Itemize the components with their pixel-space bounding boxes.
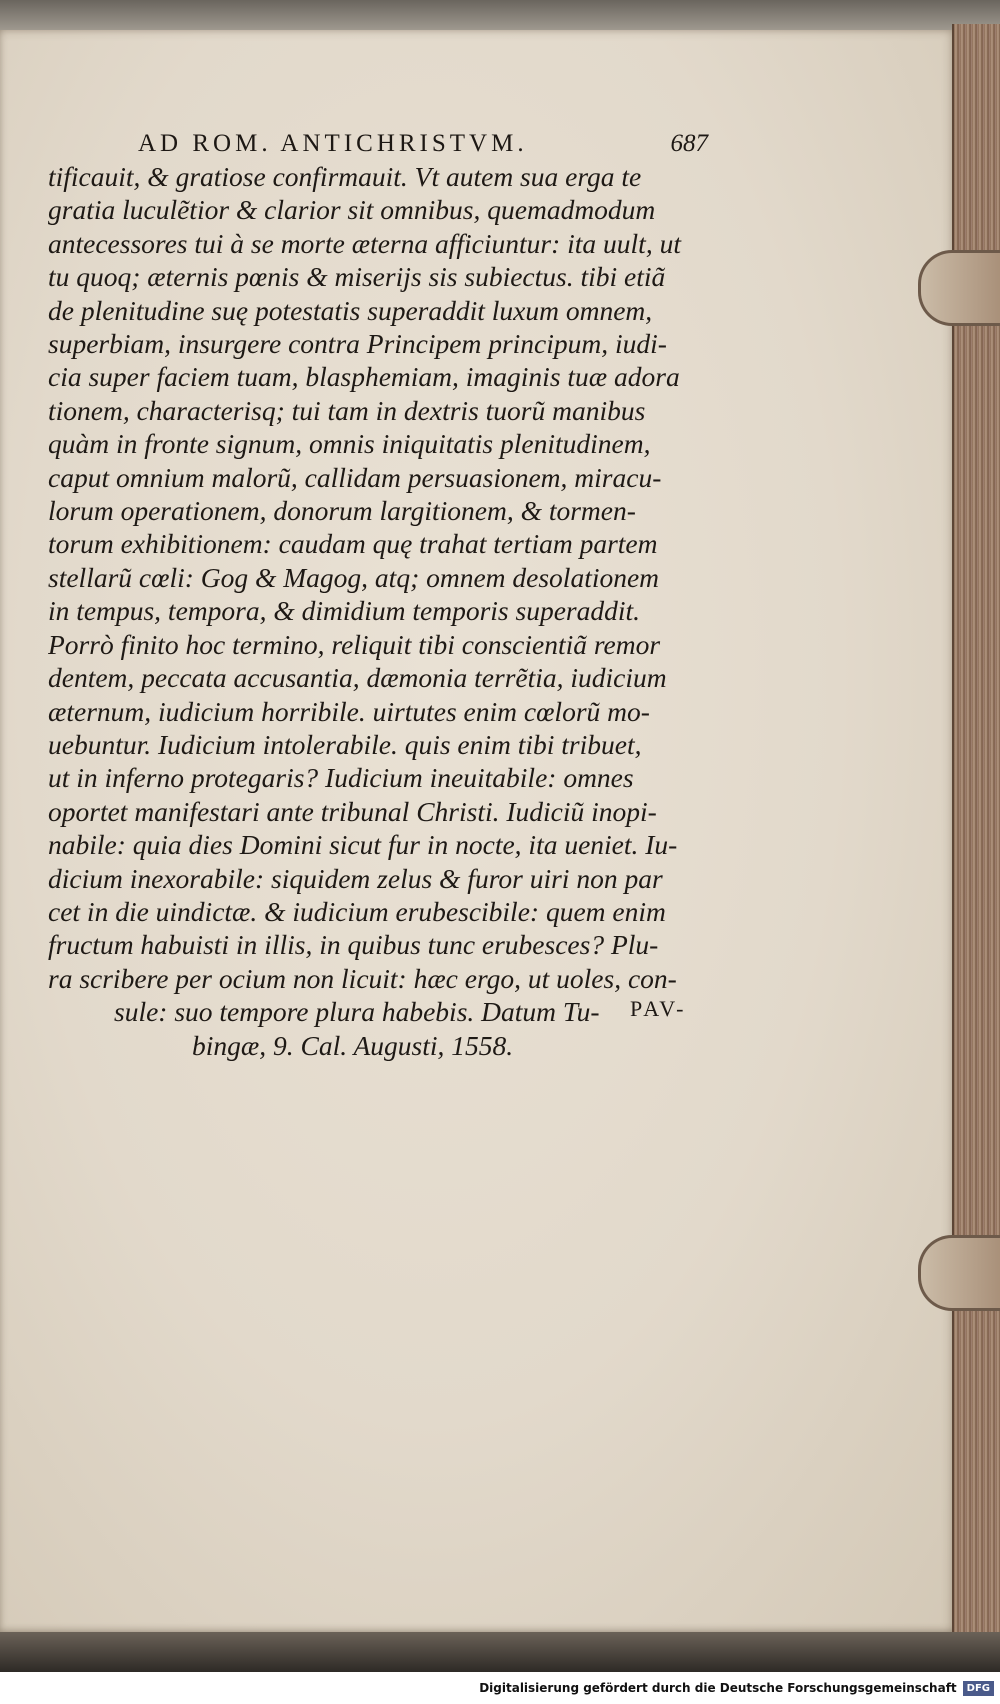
text-line: quàm in fronte signum, omnis iniquitatis plenitudinem, xyxy=(48,428,651,460)
text-line: tificauit, & gratiose confirmauit. Vt autem sua erga te xyxy=(48,161,642,192)
page-number: 687 xyxy=(670,130,708,157)
text-line: cet in die uindictæ. & iudicium erubescibile: quem enim xyxy=(48,895,666,927)
digitization-footer xyxy=(0,1672,1000,1704)
text-line: nabile: quia dies Domini sicut fur in nocte, ita ueniet. Iu- xyxy=(48,829,678,861)
date-line: bingæ, 9. Cal. Augusti, 1558. xyxy=(192,1029,514,1061)
text-line: lorum operationem, donorum largitionem, & tormen- xyxy=(48,495,636,527)
text-line: tu quoq; æternis pœnis & miserijs sis subiectus. tibi etiã xyxy=(48,261,666,293)
text-line: de plenitudine suę potestatis superaddit luxum omnem, xyxy=(48,294,653,326)
text-line: antecessores tui à se morte æterna afficiuntur: ita uult, ut xyxy=(48,227,681,259)
text-line: torum exhibitionem: caudam quę trahat tertiam partem xyxy=(48,528,658,560)
text-line: ut in inferno protegaris? Iudicium ineuitabile: omnes xyxy=(48,762,634,794)
text-line: ra scribere per ocium non licuit: hæc ergo, ut uoles, con- xyxy=(48,962,677,994)
text-line: dentem, peccata accusantia, dæmonia terrẽtia, iudicium xyxy=(48,662,667,694)
text-line: in tempus, tempora, & dimidium temporis superaddit. xyxy=(48,595,641,627)
page-bottom-edge xyxy=(0,1632,1000,1672)
body-text xyxy=(48,160,720,1062)
catchword: PAV- xyxy=(630,996,687,1021)
text-line: gratia luculẽtior & clarior sit omnibus, quemadmodum xyxy=(48,194,656,226)
running-title: AD ROM. ANTICHRISTVM. xyxy=(138,130,528,157)
text-line: dicium inexorabile: siquidem zelus & furor uiri non par xyxy=(48,862,663,894)
text-line: cia super faciem tuam, blasphemiam, imaginis tuæ adora xyxy=(48,361,680,393)
text-line: tionem, characterisq; tui tam in dextris tuorũ manibus xyxy=(48,394,646,426)
funding-credit: Digitalisierung gefördert durch die Deutsche Forschungsgemeinschaft xyxy=(479,1681,957,1695)
closing-line: sule: suo tempore plura habebis. Datum Tu- xyxy=(114,996,600,1028)
text-line: caput omnium malorũ, callidam persuasionem, miracu- xyxy=(48,461,662,493)
text-line: superbiam, insurgere contra Principem principum, iudi- xyxy=(48,328,667,360)
page-top-edge xyxy=(0,0,1000,32)
running-header xyxy=(138,130,708,164)
clasp-tab-lower xyxy=(918,1235,1000,1311)
text-line: uebuntur. Iudicium intolerabile. quis enim tibi tribuet, xyxy=(48,728,642,760)
text-line: æternum, iudicium horribile. uirtutes enim cœlorũ mo- xyxy=(48,695,650,727)
text-line: oportet manifestari ante tribunal Christi. Iudiciũ inopi- xyxy=(48,795,657,827)
dfg-logo: DFG xyxy=(963,1681,994,1696)
text-line: Porrò finito hoc termino, reliquit tibi conscientiã remor xyxy=(48,628,661,660)
text-line: stellarũ cœli: Gog & Magog, atq; omnem desolationem xyxy=(48,561,660,593)
text-line: fructum habuisti in illis, in quibus tunc erubesces? Plu- xyxy=(48,929,659,961)
clasp-tab-upper xyxy=(918,250,1000,326)
